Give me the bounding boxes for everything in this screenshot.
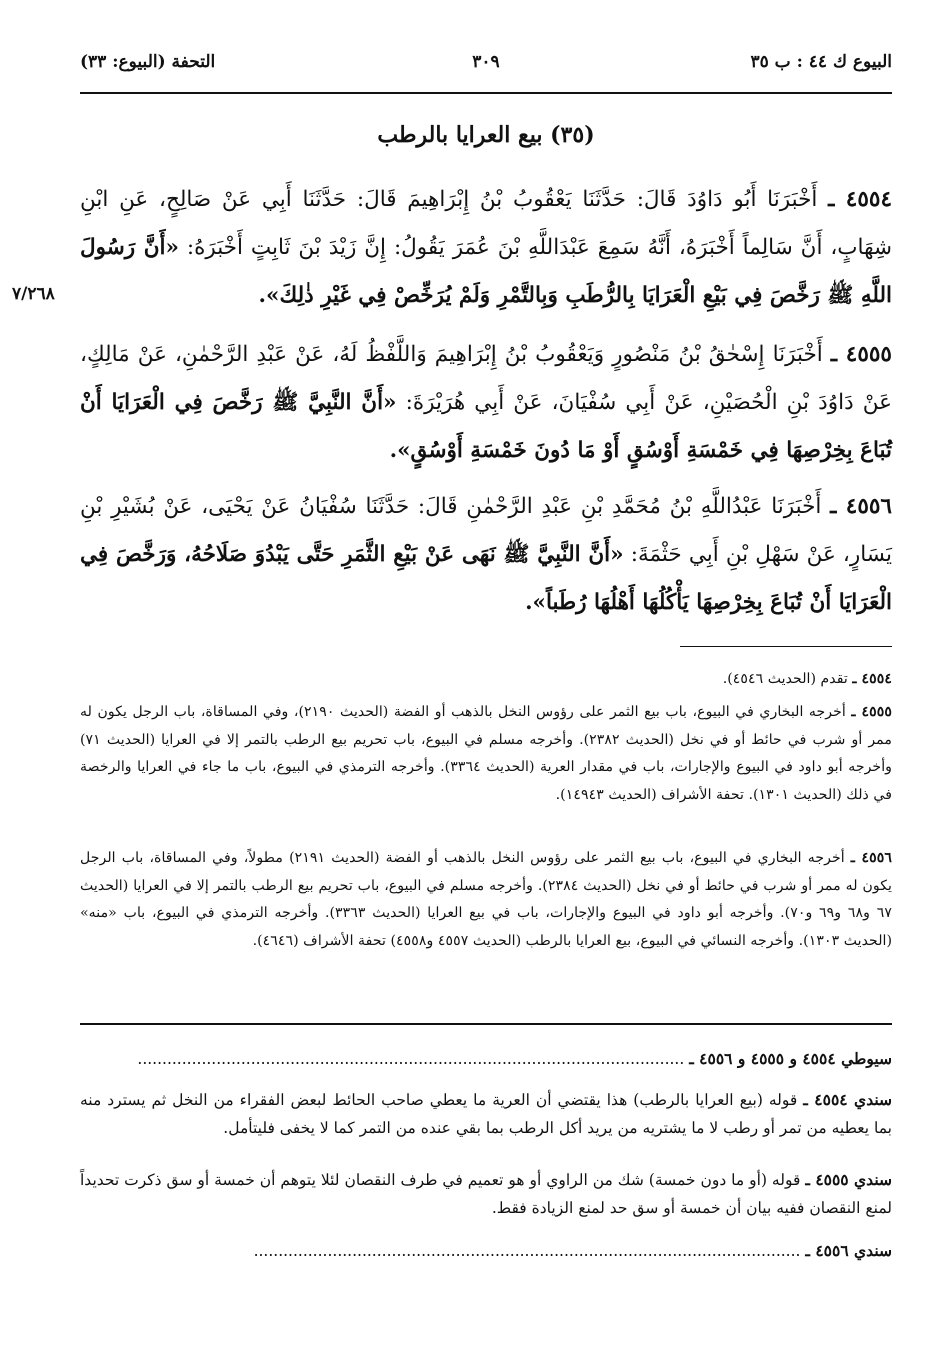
note-text: أخرجه البخاري في البيوع، باب بيع الثمر على رؤوس النخل بالذهب أو الفضة (الحديث ٢١٩٠)، وفي المساقاة، باب الرجل يكون له ممر أو شرب في حائط أو في نخل (الحديث ٢٣٨٢). وأخرجه مسلم في البيوع، باب تحريم بيع الرطب بالتمر إلا في العرايا (الحديث ٧١) وأخرجه أبو داود في البيوع والإجارات، باب في مقدار العرية (الحديث ٣٣٦٤). وأخرجه الترمذي في البيوع، باب ما جاء في العرايا والرخصة في ذلك (الحديث ١٣٠١). تحفة الأشراف (الحديث ١٤٩٤٣). [80, 704, 892, 803]
commentary-text: قوله (أو ما دون خمسة) شك من الراوي أو هو تعميم في طرف النقصان لئلا يتوهم أن خمسة أو سق ذكرت تحديداً لمنع النقصان ففيه بيان أن خمسة أو سق حد لمنع الزيادة فقط. [80, 1171, 892, 1217]
commentary-sindi-4554 [80, 1086, 892, 1142]
note-number: ٤٥٥٦ ـ [850, 850, 892, 866]
commentary-label: سيوطي ٤٥٥٤ و ٤٥٥٥ و ٤٥٥٦ ـ [689, 1049, 892, 1068]
note-4556 [80, 845, 892, 955]
page-number: ٣٠٩ [472, 52, 500, 72]
hadith-4555 [80, 331, 892, 475]
hadith-4554 [80, 176, 892, 320]
notes-rule [680, 646, 892, 647]
hadith-matn: «أَنَّ رَسُولَ اللَّهِ ﷺ رَخَّصَ فِي بَيْعِ الْعَرَايَا بِالرُّطَبِ وَبِالتَّمْرِ وَلَمْ يُرَخِّصْ فِي غَيْرِ ذٰلِكَ». [80, 235, 892, 308]
commentary-label: سندي ٤٥٥٤ ـ [803, 1090, 892, 1109]
hadith-number: ٤٥٥٥ ـ [830, 342, 892, 367]
hadith-matn: «أَنَّ النَّبِيَّ ﷺ رَخَّصَ فِي الْعَرَايَا أَنْ تُبَاعَ بِخِرْصِهَا فِي خَمْسَةِ أَوْسُقٍ أَوْ مَا دُونَ خَمْسَةِ أَوْسُقٍ». [80, 390, 892, 463]
note-text: أخرجه البخاري في البيوع، باب بيع الثمر على رؤوس النخل بالذهب أو الفضة (الحديث ٢١٩١) مطولاً، وفي المساقاة، باب الرجل يكون له ممر أو شرب في حائط أو في نخل (الحديث ٢٣٨٤). وأخرجه مسلم في البيوع، باب تحريم بيع الرطب بالتمر إلا في العرايا (الحديث ٦٧ و٦٨ و٦٩ و٧٠). وأخرجه أبو داود في البيوع والإجارات، باب في بيع العرايا (الحديث ٣٣٦٣). وأخرجه الترمذي في البيوع، باب «منه» (الحديث ١٣٠٣). وأخرجه النسائي في البيوع، بيع العرايا بالرطب (الحديث ٤٥٥٧ و٤٥٥٨) تحفة الأشراف (٤٦٤٦). [80, 850, 892, 949]
commentary-suyuti [80, 1045, 892, 1073]
running-header [80, 52, 892, 82]
hadith-chain: أَخْبَرَنَا إِسْحٰقُ بْنُ مَنْصُورٍ وَيَعْقُوبُ بْنُ إِبْرَاهِيمَ وَاللَّفْظُ لَهُ، عَنْ عَبْدِ الرَّحْمٰنِ، عَنْ مَالِكٍ، عَنْ دَاوُدَ بْنِ الْحُصَيْنِ، عَنْ أَبِي سُفْيَانَ، عَنْ أَبِي هُرَيْرَةَ: [80, 342, 892, 415]
commentary-sindi-4555 [80, 1166, 892, 1222]
commentary-text: قوله (بيع العرايا بالرطب) هذا يقتضي أن العرية ما يعطي صاحب الحائط لبعض الفقراء من النخل ثم يسترد منه بما يعطيه من تمر أو رطب لا ما يشتريه من يريد أكل الرطب بما بقي عنده من التمر كما لا يخفى فليتأمل. [80, 1091, 892, 1137]
hadith-number: ٤٥٥٤ ـ [828, 187, 892, 212]
hadith-number: ٤٥٥٦ ـ [830, 494, 892, 519]
commentary-label: سندي ٤٥٥٦ ـ [805, 1241, 892, 1260]
header-rule [80, 92, 892, 94]
hadith-matn: «أَنَّ النَّبِيَّ ﷺ نَهَى عَنْ بَيْعِ الثَّمَرِ حَتَّى يَبْدُوَ صَلَاحُهُ، وَرَخَّصَ فِي الْعَرَايَا أَنْ تُبَاعَ بِخِرْصِهَا يَأْكُلُهَا أَهْلُهَا رُطَباً». [80, 542, 892, 615]
note-4554 [80, 666, 892, 694]
commentary-sindi-4556 [80, 1237, 892, 1265]
chapter-title: (٣٥) بيع العرايا بالرطب [377, 122, 595, 148]
margin-reference: ٧/٢٦٨ [12, 284, 55, 304]
commentary-text: ............................................................................................................... [253, 1242, 801, 1260]
hadith-chain: أَخْبَرَنَا أَبُو دَاوُدَ قَالَ: حَدَّثَنَا يَعْقُوبُ بْنُ إِبْرَاهِيمَ قَالَ: حَدَّثَنَا أَبِي عَنْ صَالِحٍ، عَنِ ابْنِ شِهَابٍ، أَنَّ سَالِماً أَخْبَرَهُ، أَنَّهُ سَمِعَ عَبْدَاللَّهِ بْنَ عُمَرَ يَقُولُ: إِنَّ زَيْدَ بْنَ ثَابِتٍ أَخْبَرَهُ: [80, 187, 892, 260]
hadith-4556 [80, 483, 892, 627]
commentary-text: ............................................................................................................... [137, 1050, 685, 1068]
header-right: البيوع ك ٤٤ : ب ٣٥ [750, 52, 892, 72]
note-text: تقدم (الحديث ٤٥٤٦). [722, 671, 848, 687]
commentary-label: سندي ٤٥٥٥ ـ [805, 1170, 892, 1189]
note-number: ٤٥٥٤ ـ [852, 671, 892, 687]
note-number: ٤٥٥٥ ـ [851, 704, 892, 720]
header-left: التحفة (البيوع: ٣٣) [80, 52, 216, 72]
hadith-chain: أَخْبَرَنَا عَبْدُاللَّهِ بْنُ مُحَمَّدِ بْنِ عَبْدِ الرَّحْمٰنِ قَالَ: حَدَّثَنَا سُفْيَانُ عَنْ يَحْيَى، عَنْ بُشَيْرِ بْنِ يَسَارٍ، عَنْ سَهْلِ بْنِ أَبِي حَثْمَةَ: [80, 494, 892, 567]
note-4555 [80, 699, 892, 809]
commentary-rule [80, 1023, 892, 1025]
